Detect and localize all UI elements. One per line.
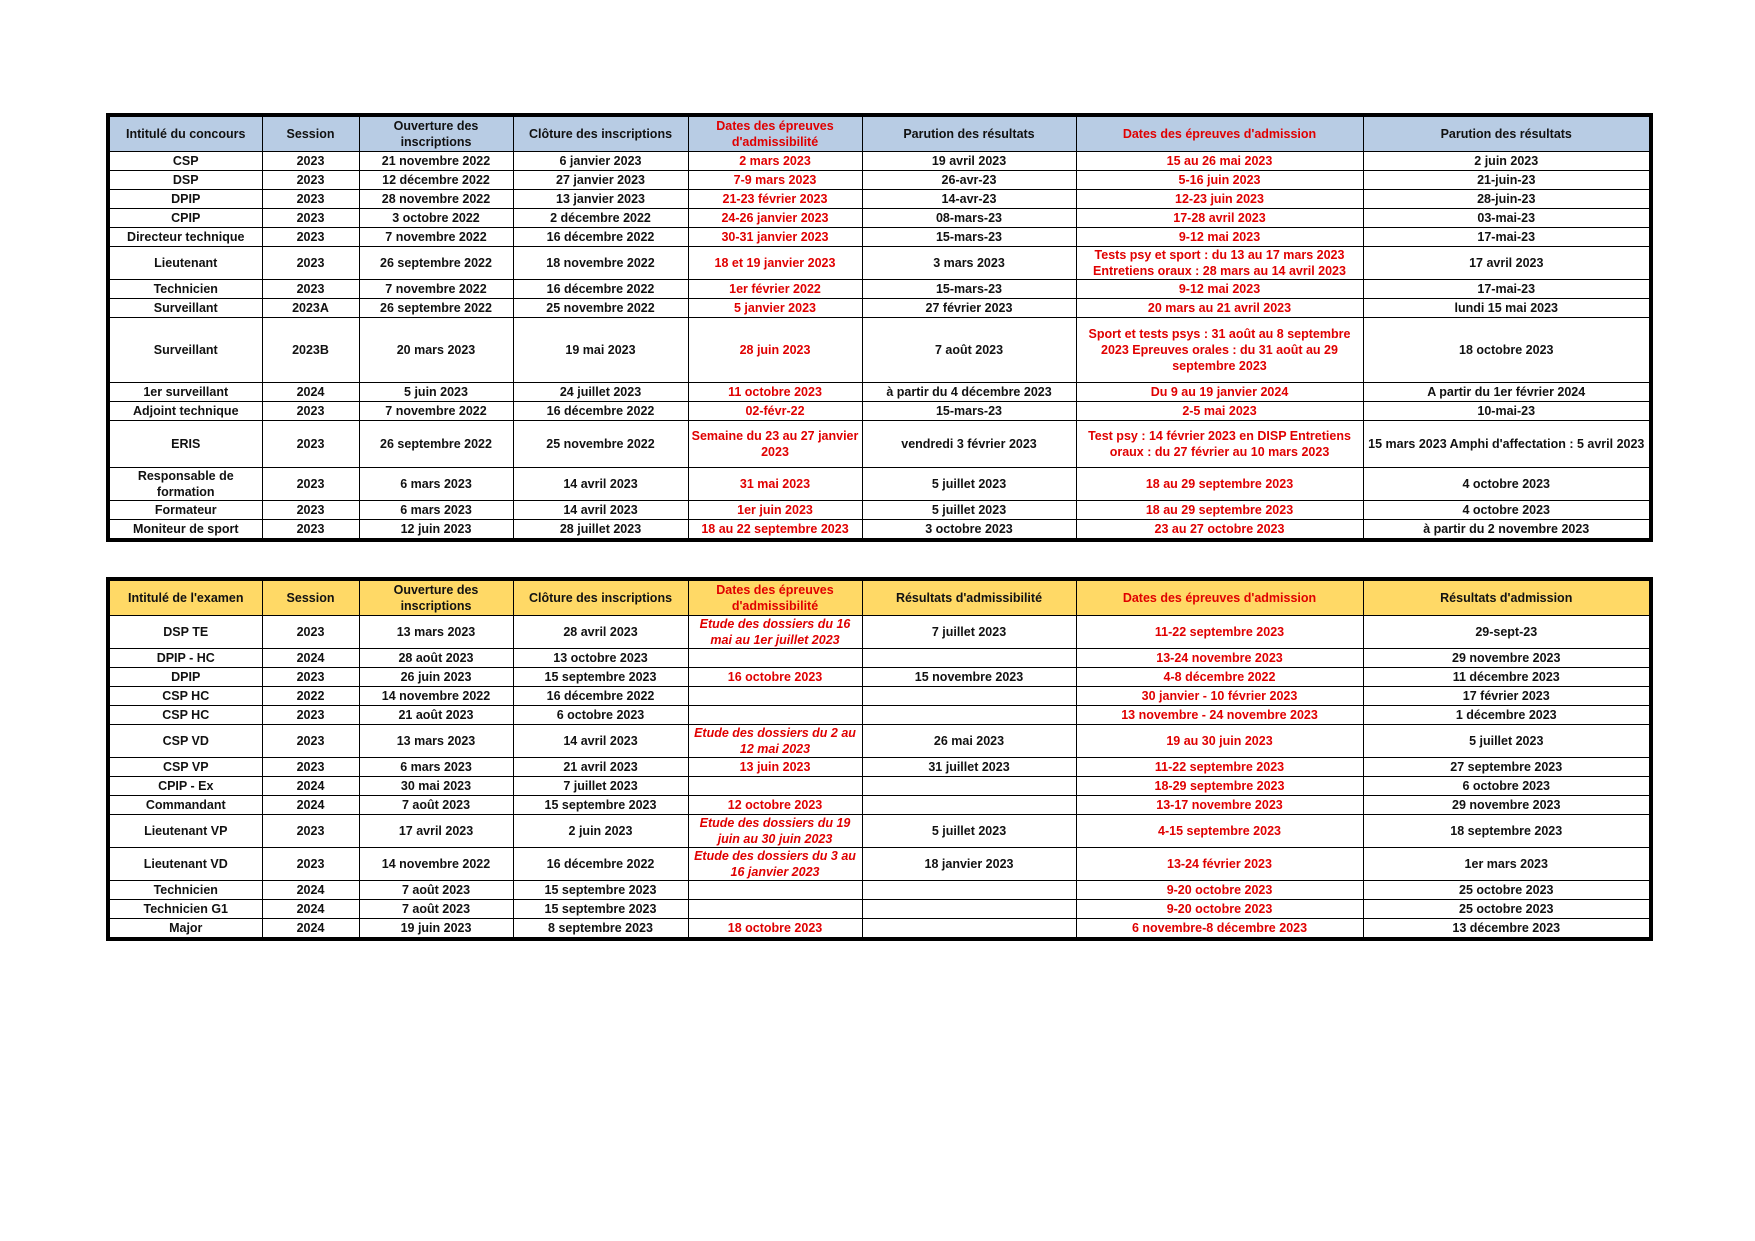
table-cell: Etude des dossiers du 16 mai au 1er juillet 2023 [688,616,862,649]
table-cell: 7 août 2023 [359,881,513,900]
table-cell: CSP HC [108,706,262,725]
table-cell: 2023 [262,190,359,209]
table-cell: 2023 [262,468,359,501]
table-row [108,402,1651,421]
table-cell: 24-26 janvier 2023 [688,209,862,228]
table-cell: Lieutenant VP [108,815,262,848]
table-cell: 1er surveillant [108,383,262,402]
table-cell: 2024 [262,881,359,900]
table-cell: Semaine du 23 au 27 janvier 2023 [688,421,862,468]
table-cell: CSP [108,152,262,171]
table-cell: 15 septembre 2023 [513,881,688,900]
table-cell: à partir du 4 décembre 2023 [862,383,1076,402]
table-cell: 1er juin 2023 [688,501,862,520]
table-cell: 14 novembre 2022 [359,848,513,881]
table-cell: 26 mai 2023 [862,725,1076,758]
table-cell: 14 novembre 2022 [359,687,513,706]
table-cell [862,706,1076,725]
table-row [108,228,1651,247]
table-cell: 13 octobre 2023 [513,649,688,668]
table-cell: 24 juillet 2023 [513,383,688,402]
table-cell: 13 décembre 2023 [1363,919,1651,940]
column-header: Dates des épreuves d'admission [1076,579,1363,616]
table-cell: 11-22 septembre 2023 [1076,616,1363,649]
table-cell: 14-avr-23 [862,190,1076,209]
table-cell: 26 juin 2023 [359,668,513,687]
table-cell: 7 novembre 2022 [359,228,513,247]
table-cell: 10-mai-23 [1363,402,1651,421]
table-cell: 9-12 mai 2023 [1076,280,1363,299]
table-cell: Etude des dossiers du 2 au 12 mai 2023 [688,725,862,758]
table-row [108,209,1651,228]
table-cell: CSP VD [108,725,262,758]
table-cell: 9-12 mai 2023 [1076,228,1363,247]
table-cell: 27 février 2023 [862,299,1076,318]
table-row [108,171,1651,190]
table-cell: 2023 [262,725,359,758]
column-header: Intitulé du concours [108,115,262,152]
table-cell: 4-8 décembre 2022 [1076,668,1363,687]
table-cell: 13 janvier 2023 [513,190,688,209]
table-cell: 2023 [262,247,359,280]
table-cell: 2023 [262,280,359,299]
column-header: Dates des épreuves d'admission [1076,115,1363,152]
table-cell: 23 au 27 octobre 2023 [1076,520,1363,541]
table-cell [862,796,1076,815]
table-cell: 1er février 2022 [688,280,862,299]
column-header: Parution des résultats [862,115,1076,152]
table-cell: Lieutenant [108,247,262,280]
table-cell: 2023 [262,706,359,725]
table-cell [862,649,1076,668]
table-cell: 16 décembre 2022 [513,687,688,706]
table-row [108,796,1651,815]
table-cell: 3 octobre 2023 [862,520,1076,541]
table-cell: A partir du 1er février 2024 [1363,383,1651,402]
column-header: Ouverture des inscriptions [359,579,513,616]
table-cell: 16 décembre 2022 [513,228,688,247]
table-cell: 6 janvier 2023 [513,152,688,171]
table-cell: CPIP [108,209,262,228]
table-cell: 17-28 avril 2023 [1076,209,1363,228]
table-cell: 08-mars-23 [862,209,1076,228]
table-cell: 1er mars 2023 [1363,848,1651,881]
table-cell: 18 janvier 2023 [862,848,1076,881]
table-cell: 28 juin 2023 [688,318,862,383]
table-cell: 18 octobre 2023 [688,919,862,940]
table-cell: 7 novembre 2022 [359,402,513,421]
table-cell: 6 novembre-8 décembre 2023 [1076,919,1363,940]
table-cell: 14 avril 2023 [513,725,688,758]
table-cell: 5 juin 2023 [359,383,513,402]
table-cell: 1 décembre 2023 [1363,706,1651,725]
table-cell: 2 mars 2023 [688,152,862,171]
table-cell: 18 et 19 janvier 2023 [688,247,862,280]
table-cell: 28 juillet 2023 [513,520,688,541]
table-cell: 4 octobre 2023 [1363,468,1651,501]
table-cell: 31 juillet 2023 [862,758,1076,777]
table-cell: 25 novembre 2022 [513,299,688,318]
table-cell: Surveillant [108,299,262,318]
concours-table [106,113,1653,542]
table-cell: 13 juin 2023 [688,758,862,777]
table-cell: à partir du 2 novembre 2023 [1363,520,1651,541]
table-cell: 17 février 2023 [1363,687,1651,706]
table-row [108,501,1651,520]
table-cell: 7 août 2023 [359,796,513,815]
table-cell: 6 mars 2023 [359,468,513,501]
table-cell: 20 mars au 21 avril 2023 [1076,299,1363,318]
table-row [108,152,1651,171]
table-cell: 2023 [262,402,359,421]
table-cell [688,687,862,706]
examens-body [108,616,1651,940]
table-row [108,706,1651,725]
table-cell [862,881,1076,900]
table-cell: 18 au 29 septembre 2023 [1076,468,1363,501]
table-cell: 2023 [262,758,359,777]
table-cell: 4-15 septembre 2023 [1076,815,1363,848]
table-cell [862,919,1076,940]
table-cell: 26 septembre 2022 [359,299,513,318]
table-cell: 15-mars-23 [862,228,1076,247]
table-cell: DSP [108,171,262,190]
table-row [108,881,1651,900]
table-cell: 12 octobre 2023 [688,796,862,815]
table-cell: 5 juillet 2023 [862,468,1076,501]
table-cell: 2 juin 2023 [1363,152,1651,171]
examens-header-row [108,579,1651,616]
examens-table [106,577,1653,941]
table-cell: 11-22 septembre 2023 [1076,758,1363,777]
table-cell: 19 mai 2023 [513,318,688,383]
table-cell: Etude des dossiers du 3 au 16 janvier 2023 [688,848,862,881]
table-cell: 13 mars 2023 [359,725,513,758]
column-header: Clôture des inscriptions [513,579,688,616]
table-cell: 15 septembre 2023 [513,900,688,919]
table-cell: Technicien [108,280,262,299]
table-cell: 20 mars 2023 [359,318,513,383]
table-cell: vendredi 3 février 2023 [862,421,1076,468]
table-cell: 16 décembre 2022 [513,402,688,421]
table-cell: 26-avr-23 [862,171,1076,190]
table-cell: 2023 [262,668,359,687]
table-cell: 2023A [262,299,359,318]
table-cell: 18 octobre 2023 [1363,318,1651,383]
table-cell: 2-5 mai 2023 [1076,402,1363,421]
table-cell: 16 octobre 2023 [688,668,862,687]
table-cell: 3 mars 2023 [862,247,1076,280]
table-cell: 21 août 2023 [359,706,513,725]
table-cell: 17-mai-23 [1363,280,1651,299]
table-row [108,421,1651,468]
table-row [108,758,1651,777]
table-cell: 2022 [262,687,359,706]
table-row [108,919,1651,940]
table-cell: CPIP - Ex [108,777,262,796]
table-cell: 21 novembre 2022 [359,152,513,171]
table-cell: 11 décembre 2023 [1363,668,1651,687]
table-cell: 2023 [262,501,359,520]
table-row [108,280,1651,299]
table-cell: 30 mai 2023 [359,777,513,796]
table-cell: 3 octobre 2022 [359,209,513,228]
table-cell: 5 juillet 2023 [862,815,1076,848]
table-cell: Lieutenant VD [108,848,262,881]
table-cell: Technicien [108,881,262,900]
table-cell [688,706,862,725]
table-cell: 14 avril 2023 [513,468,688,501]
table-cell: 13-24 novembre 2023 [1076,649,1363,668]
table-cell: Major [108,919,262,940]
table-cell: CSP HC [108,687,262,706]
table-cell: DPIP [108,668,262,687]
table-cell: 13-17 novembre 2023 [1076,796,1363,815]
table-cell: 18 au 29 septembre 2023 [1076,501,1363,520]
column-header: Parution des résultats [1363,115,1651,152]
table-cell: 30-31 janvier 2023 [688,228,862,247]
column-header: Dates des épreuves d'admissibilité [688,579,862,616]
table-cell: Moniteur de sport [108,520,262,541]
table-cell: 2023 [262,209,359,228]
table-cell: 7 août 2023 [862,318,1076,383]
table-cell: 19 au 30 juin 2023 [1076,725,1363,758]
table-cell: 03-mai-23 [1363,209,1651,228]
table-cell: 2023 [262,171,359,190]
table-cell: 18 novembre 2022 [513,247,688,280]
table-cell: 27 septembre 2023 [1363,758,1651,777]
table-cell: 2024 [262,919,359,940]
table-row [108,520,1651,541]
table-cell: 25 octobre 2023 [1363,881,1651,900]
table-cell: 17 avril 2023 [1363,247,1651,280]
table-cell: 2024 [262,777,359,796]
table-row [108,848,1651,881]
table-cell: 2024 [262,900,359,919]
table-cell: 26 septembre 2022 [359,247,513,280]
table-cell: 17 avril 2023 [359,815,513,848]
table-cell: 7 juillet 2023 [513,777,688,796]
table-cell: Formateur [108,501,262,520]
table-row [108,616,1651,649]
table-cell [862,687,1076,706]
table-cell: 9-20 octobre 2023 [1076,881,1363,900]
table-cell: 31 mai 2023 [688,468,862,501]
table-cell: 02-févr-22 [688,402,862,421]
table-cell: 15 mars 2023 Amphi d'affectation : 5 avril 2023 [1363,421,1651,468]
table-row [108,900,1651,919]
table-cell: Commandant [108,796,262,815]
column-header: Résultats d'admission [1363,579,1651,616]
table-cell: 25 novembre 2022 [513,421,688,468]
column-header: Clôture des inscriptions [513,115,688,152]
table-row [108,468,1651,501]
table-cell: 21-juin-23 [1363,171,1651,190]
table-cell: 21-23 février 2023 [688,190,862,209]
table-cell: DSP TE [108,616,262,649]
table-cell: 9-20 octobre 2023 [1076,900,1363,919]
table-cell: Adjoint technique [108,402,262,421]
table-row [108,383,1651,402]
table-cell: 6 octobre 2023 [1363,777,1651,796]
table-row [108,687,1651,706]
table-cell: 18 au 22 septembre 2023 [688,520,862,541]
table-cell: ERIS [108,421,262,468]
table-cell: 16 décembre 2022 [513,280,688,299]
table-row [108,649,1651,668]
table-cell: 28-juin-23 [1363,190,1651,209]
table-cell: 2023 [262,616,359,649]
table-row [108,318,1651,383]
table-cell: 28 novembre 2022 [359,190,513,209]
table-row [108,190,1651,209]
table-cell: 18-29 septembre 2023 [1076,777,1363,796]
column-header: Session [262,579,359,616]
table-cell: 7 novembre 2022 [359,280,513,299]
table-cell: 5 juillet 2023 [862,501,1076,520]
table-cell: 6 mars 2023 [359,501,513,520]
table-cell: 5-16 juin 2023 [1076,171,1363,190]
table-cell: 15-mars-23 [862,280,1076,299]
column-header: Dates des épreuves d'admissibilité [688,115,862,152]
table-cell: 13 mars 2023 [359,616,513,649]
table-cell: 15 novembre 2023 [862,668,1076,687]
table-cell: 2 juin 2023 [513,815,688,848]
table-cell: 25 octobre 2023 [1363,900,1651,919]
table-cell: 26 septembre 2022 [359,421,513,468]
table-cell: 5 janvier 2023 [688,299,862,318]
table-cell: 8 septembre 2023 [513,919,688,940]
table-cell: 5 juillet 2023 [1363,725,1651,758]
table-cell: 11 octobre 2023 [688,383,862,402]
table-cell: 2023 [262,520,359,541]
table-cell: 21 avril 2023 [513,758,688,777]
table-cell: 7-9 mars 2023 [688,171,862,190]
table-cell: lundi 15 mai 2023 [1363,299,1651,318]
table-cell: 2023 [262,815,359,848]
table-cell: Test psy : 14 février 2023 en DISP Entretiens oraux : du 27 février au 10 mars 2023 [1076,421,1363,468]
table-cell: 6 mars 2023 [359,758,513,777]
table-cell: 12-23 juin 2023 [1076,190,1363,209]
table-row [108,299,1651,318]
table-cell [862,777,1076,796]
table-cell: Responsable de formation [108,468,262,501]
table-cell: 28 avril 2023 [513,616,688,649]
column-header: Intitulé de l'examen [108,579,262,616]
table-cell [688,881,862,900]
table-cell: DPIP - HC [108,649,262,668]
table-cell [688,900,862,919]
table-cell: 27 janvier 2023 [513,171,688,190]
table-cell: 14 avril 2023 [513,501,688,520]
table-cell: 2024 [262,796,359,815]
table-cell: 15 septembre 2023 [513,668,688,687]
table-cell: 13 novembre - 24 novembre 2023 [1076,706,1363,725]
table-cell: 12 juin 2023 [359,520,513,541]
table-cell: 2023 [262,228,359,247]
column-header: Résultats d'admissibilité [862,579,1076,616]
table-cell: 2023B [262,318,359,383]
table-row [108,247,1651,280]
table-cell: 2023 [262,421,359,468]
table-cell: 30 janvier - 10 février 2023 [1076,687,1363,706]
concours-header-row [108,115,1651,152]
table-row [108,777,1651,796]
table-cell: 28 août 2023 [359,649,513,668]
table-cell: Directeur technique [108,228,262,247]
table-cell: Du 9 au 19 janvier 2024 [1076,383,1363,402]
table-cell: 19 juin 2023 [359,919,513,940]
table-row [108,668,1651,687]
table-cell: 29-sept-23 [1363,616,1651,649]
table-cell: 19 avril 2023 [862,152,1076,171]
table-cell: 12 décembre 2022 [359,171,513,190]
table-cell: 15 septembre 2023 [513,796,688,815]
table-cell: Technicien G1 [108,900,262,919]
table-cell: 2024 [262,649,359,668]
table-cell: CSP VP [108,758,262,777]
table-cell: 6 octobre 2023 [513,706,688,725]
table-cell: 18 septembre 2023 [1363,815,1651,848]
table-cell [688,777,862,796]
table-cell: 15-mars-23 [862,402,1076,421]
column-header: Ouverture des inscriptions [359,115,513,152]
table-cell [688,649,862,668]
table-cell: Tests psy et sport : du 13 au 17 mars 2023 Entretiens oraux : 28 mars au 14 avril 2023 [1076,247,1363,280]
table-cell: Etude des dossiers du 19 juin au 30 juin 2023 [688,815,862,848]
table-cell: 13-24 février 2023 [1076,848,1363,881]
table-cell: 7 août 2023 [359,900,513,919]
table-cell: 29 novembre 2023 [1363,796,1651,815]
table-cell: 2024 [262,383,359,402]
table-cell: 2023 [262,152,359,171]
table-cell: 29 novembre 2023 [1363,649,1651,668]
table-cell: 17-mai-23 [1363,228,1651,247]
table-cell: 16 décembre 2022 [513,848,688,881]
table-cell: Sport et tests psys : 31 août au 8 septembre 2023 Epreuves orales : du 31 août au 29 septembre 2023 [1076,318,1363,383]
table-cell: 15 au 26 mai 2023 [1076,152,1363,171]
table-row [108,725,1651,758]
table-cell: 4 octobre 2023 [1363,501,1651,520]
table-cell [862,900,1076,919]
table-cell: 7 juillet 2023 [862,616,1076,649]
table-cell: 2023 [262,848,359,881]
concours-body [108,152,1651,541]
column-header: Session [262,115,359,152]
table-cell: 2 décembre 2022 [513,209,688,228]
table-cell: DPIP [108,190,262,209]
table-row [108,815,1651,848]
table-cell: Surveillant [108,318,262,383]
